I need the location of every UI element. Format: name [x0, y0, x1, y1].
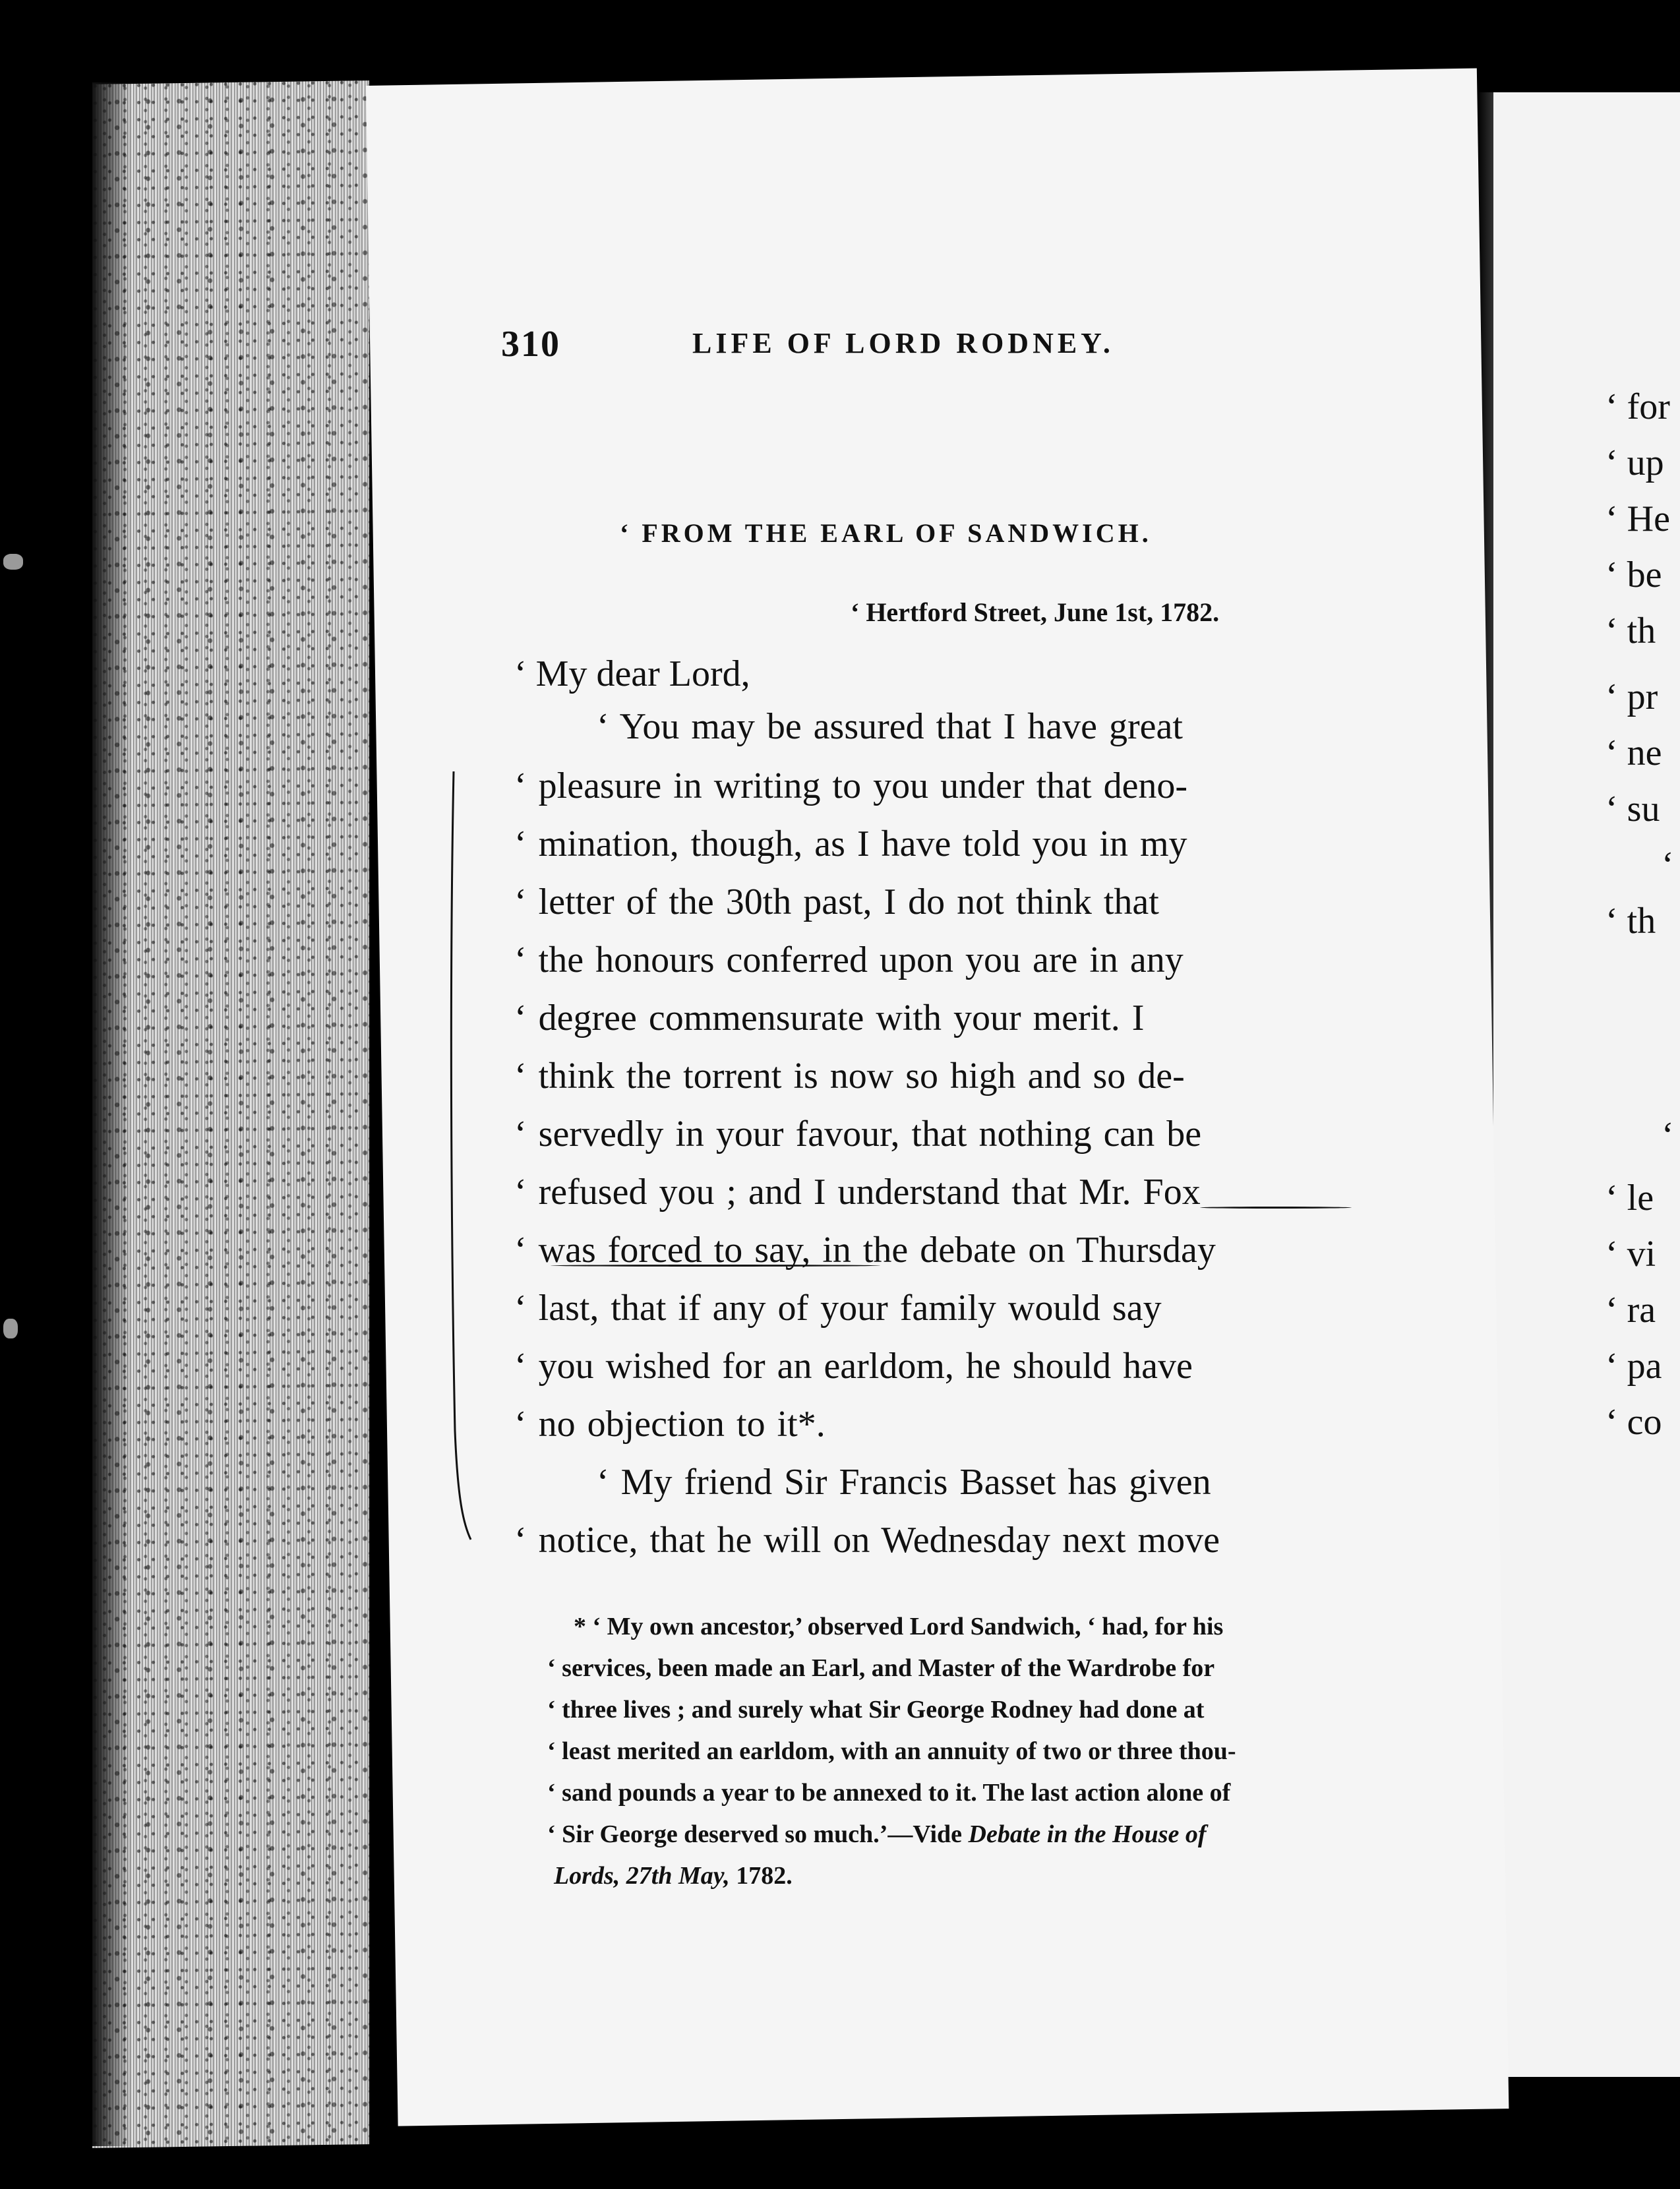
- body-line: ‘ servedly in your favour, that nothing can be: [514, 1114, 1202, 1154]
- body-line: ‘ refused you ; and I understand that Mr. Fox: [514, 1172, 1201, 1213]
- footnote-citation: Debate in the House of: [968, 1820, 1207, 1848]
- footnote-line: ‘ least merited an earldom, with an annuity of two or three thou-: [547, 1737, 1236, 1765]
- facing-page-fragment: ‘: [1662, 1115, 1674, 1156]
- page-edge-shadow: [92, 82, 132, 2146]
- facing-page-fragment: ‘ le: [1605, 1178, 1654, 1218]
- body-line: ‘ You may be assured that I have great: [597, 706, 1183, 747]
- body-line: ‘ pleasure in writing to you under that deno-: [514, 765, 1188, 806]
- body-line: ‘ think the torrent is now so high and so de-: [514, 1056, 1185, 1096]
- facing-page-fragment: ‘ be: [1605, 555, 1662, 595]
- facing-page-fragment: ‘ th: [1605, 901, 1656, 942]
- body-line: ‘ My friend Sir Francis Basset has given: [597, 1462, 1211, 1503]
- facing-page-fragment: ‘ up: [1605, 442, 1664, 483]
- footnote-line: [547, 1820, 1207, 1849]
- handwritten-underline: [1200, 1207, 1352, 1209]
- facing-page-fragment: ‘ ra: [1605, 1290, 1656, 1331]
- facing-page-fragment: ‘ pr: [1605, 676, 1658, 717]
- letter-heading: ‘ FROM THE EARL OF SANDWICH.: [620, 518, 1152, 548]
- facing-page-fragment: ‘ for: [1605, 386, 1670, 427]
- footnote-citation: Lords, 27th May,: [554, 1862, 730, 1890]
- footnote-line: ‘ services, been made an Earl, and Master of the Wardrobe for: [547, 1654, 1215, 1682]
- facing-page-fragment: ‘ He: [1605, 498, 1670, 539]
- footnote-line: [554, 1861, 793, 1890]
- footnote-text: 1782.: [729, 1862, 793, 1890]
- left-page: [366, 69, 1509, 2126]
- body-line: ‘ no objection to it*.: [514, 1404, 825, 1445]
- body-line: ‘ degree commensurate with your merit. I: [514, 998, 1145, 1038]
- footnote-line: ‘ sand pounds a year to be annexed to it. The last action alone of: [547, 1779, 1231, 1807]
- body-line: ‘ you wished for an earldom, he should have: [514, 1346, 1193, 1387]
- footnote-line: * ‘ My own ancestor,’ observed Lord Sandwich, ‘ had, for his: [574, 1613, 1224, 1640]
- footnote-line: ‘ three lives ; and surely what Sir George Rodney had done at: [547, 1696, 1205, 1724]
- footnote-text: ‘ Sir George deserved so much.’—Vide: [547, 1820, 969, 1848]
- page-number: 310: [501, 324, 560, 365]
- facing-page-fragment: ‘: [1662, 845, 1674, 885]
- letter-dateline: ‘ Hertford Street, June 1st, 1782.: [851, 597, 1220, 627]
- scan-mark: [3, 554, 23, 570]
- body-line: ‘ was forced to say, in the debate on Thursday: [514, 1230, 1216, 1271]
- scan-mark: [3, 1319, 18, 1338]
- handwritten-margin-bracket: [448, 771, 475, 1543]
- facing-page-fragment: ‘ pa: [1605, 1346, 1662, 1387]
- facing-page-fragment: ‘ co: [1605, 1402, 1662, 1443]
- body-line: ‘ letter of the 30th past, I do not think that: [514, 882, 1159, 922]
- body-line: ‘ notice, that he will on Wednesday next move: [514, 1520, 1220, 1561]
- facing-page-fragment: ‘ su: [1605, 789, 1660, 829]
- page-edge-stack: [92, 80, 369, 2148]
- body-line: ‘ the honours conferred upon you are in any: [514, 940, 1184, 980]
- facing-page-fragment: ‘ th: [1605, 611, 1656, 651]
- handwritten-underline: [551, 1265, 880, 1267]
- running-head: LIFE OF LORD RODNEY.: [692, 327, 1114, 359]
- facing-page-fragment: ‘ vi: [1605, 1234, 1656, 1274]
- body-line: ‘ mination, though, as I have told you in my: [514, 824, 1187, 864]
- letter-salutation: ‘ My dear Lord,: [514, 653, 750, 694]
- body-line: ‘ last, that if any of your family would say: [514, 1288, 1162, 1329]
- facing-page-fragment: ‘ ne: [1605, 733, 1662, 773]
